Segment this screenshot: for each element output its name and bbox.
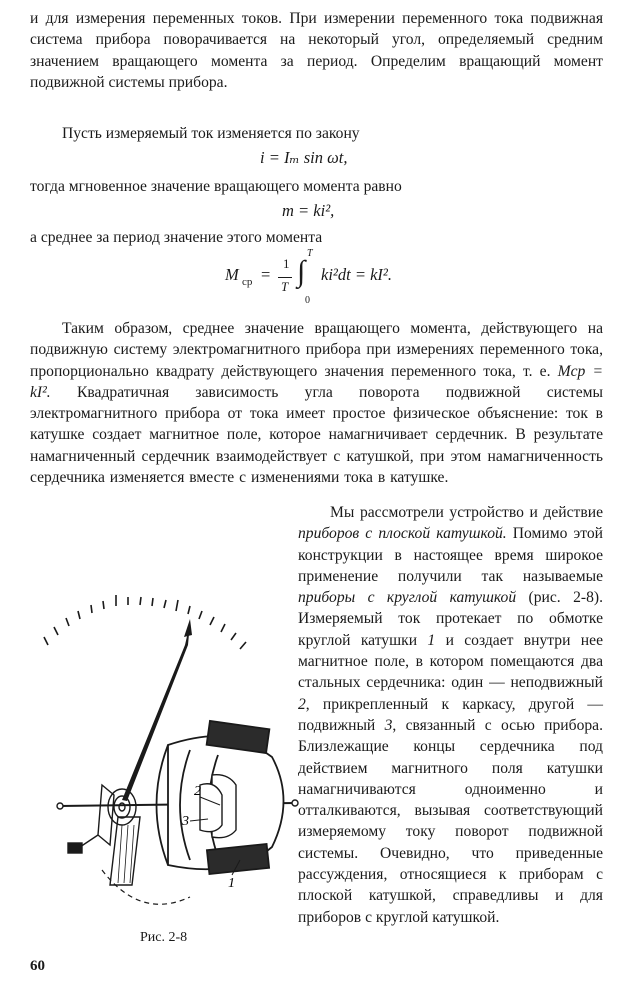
paragraph-3: тогда мгновенное значение вращающего момента равно (30, 178, 402, 195)
paragraph-5-a: Таким образом, среднее значение вращающего момента, действующего на подвижную систему электромагнитного прибора при измерениях переменного тока, пропорционально квадрату действующего значения переменного тока, т. е. (30, 320, 603, 380)
paragraph-6-e: , прикрепленный к каркасу, другой — подвижный (298, 695, 603, 734)
equation-mean-torque: M ср = 1 T T ∫ 0 ki²dt = kI². (225, 248, 392, 306)
figure-label-3: 3 (182, 814, 189, 829)
eq-frac-num: 1 (283, 256, 290, 271)
damper-vane (110, 817, 140, 885)
paragraph-4: а среднее за период значение этого момента (30, 229, 323, 246)
page-number: 60 (30, 958, 45, 974)
eq-int-lower: 0 (305, 295, 310, 306)
figure-caption: Рис. 2-8 (140, 930, 188, 945)
paragraph-2: Пусть измеряемый ток изменяется по закону (62, 125, 360, 142)
pointer-tip (184, 619, 192, 637)
paragraph-6-a: Мы рассмотрели устройство и действие (330, 504, 603, 521)
paragraph-6-c: (рис. 2-8). Измеряемый ток протекает по обмотке круглой катушки (298, 589, 603, 649)
paragraph-1: и для измерения переменных токов. При измерении переменного тока подвижная система прибора поворачивается на некоторый угол, определяемый средним значением вращающего момента за период. Определим вращающий момент подвижной системы прибора. (30, 10, 603, 91)
figure-label-2: 2 (194, 784, 201, 799)
figure-label-1: 1 (228, 876, 235, 891)
paragraph-6-ref-2: 2 (298, 695, 306, 713)
eq-integrand: ki²dt = kI². (321, 265, 392, 284)
damper-sector (102, 870, 190, 904)
paragraph-5-formula: Mср = kI². (30, 362, 603, 401)
fraction-line (278, 277, 292, 278)
figure-round-coil-instrument (40, 585, 310, 920)
paragraph-5-b: Квадратичная зависимость угла поворота подвижной системы электромагнитного прибора от тока имеет простое физическое объяснение: ток в катушке создает магнитное поле, которое намагничивает сердечник. В результате намагниченный сердечник взаимодействует с катушкой, при этом намагниченность сердечника изменяется вместе с изменениями тока в катушке. (30, 383, 603, 487)
equation-instant-torque: m = ki², (282, 201, 335, 220)
paragraph-5 (30, 318, 603, 488)
equation-current-law: i = Iₘ sin ωt, (260, 148, 348, 167)
eq-frac-den: T (281, 279, 289, 294)
paragraph-6-d: и создает внутри нее магнитное поле, в котором помещаются два стальных сердечника: один — неподвижный (298, 631, 603, 692)
paragraph-6-f: , связанный с осью прибора. Близлежащие концы сердечника под действием магнитного поля катушки намагничиваются одноименно и отталкиваются, вызывая соответствующий измеряемому току поворот подвижной системы. Очевидно, что приведенные рассуждения, относящиеся к приборам с плоской катушкой, справедливы и для приборов с круглой катушкой. (298, 716, 603, 926)
paragraph-6-term-flat: приборов с плоской катушкой. (298, 525, 507, 543)
eq-lhs: M (225, 265, 239, 284)
cores (200, 775, 236, 838)
eq-int-upper: T (307, 248, 313, 259)
eq-lhs-sub: ср (242, 276, 253, 288)
coil-winding-bottom (207, 844, 269, 874)
scale-ticks (44, 595, 246, 649)
integral-sign: ∫ (297, 255, 306, 288)
paragraph-6-ref-3: 3 (384, 716, 393, 734)
paragraph-6-term-round: приборы с круглой катушкой (298, 589, 517, 607)
paragraph-6-b: Помимо этой конструкции в настоящее время широкое применение получили так называемые (298, 525, 603, 585)
paragraph-6-ref-1: 1 (427, 631, 436, 649)
